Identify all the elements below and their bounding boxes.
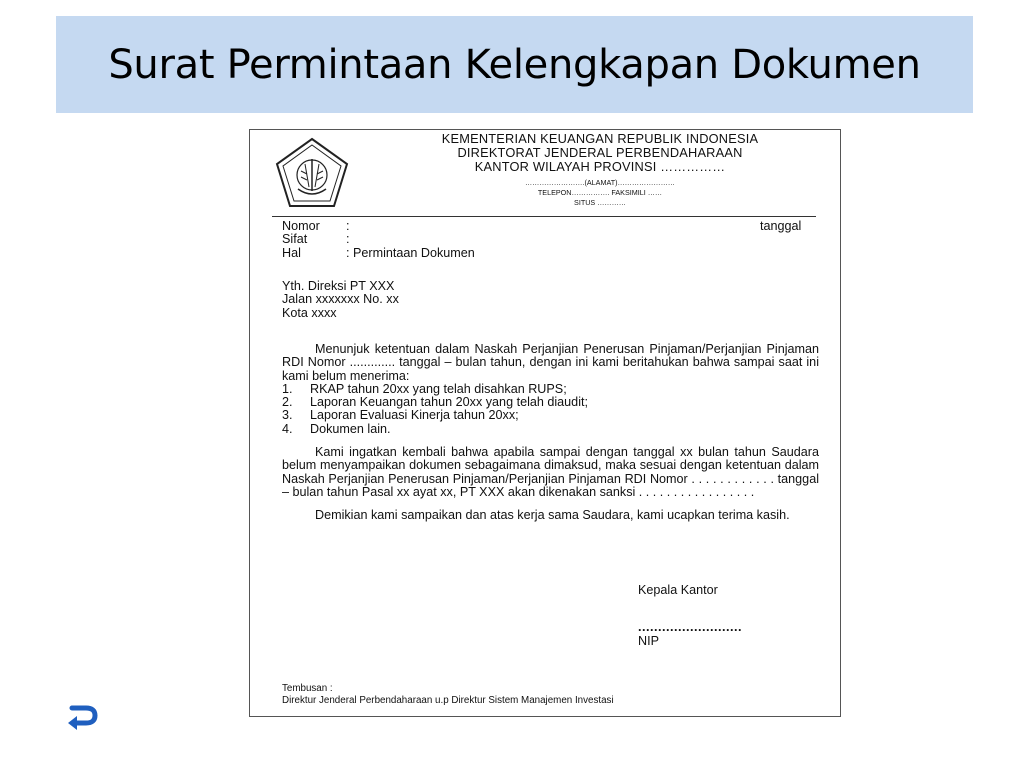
nomor-value: : [346,219,350,233]
date-label: tanggal [760,219,802,233]
letter-document [249,129,841,717]
slide-title-bar [56,16,973,113]
list-item-number: 4. [282,421,293,436]
list-item-number: 1. [282,381,293,396]
list-item-text: RKAP tahun 20xx yang telah disahkan RUPS; [310,381,567,396]
signature-title: Kepala Kantor [638,583,718,597]
recipient-block [282,280,399,320]
list-item-number: 3. [282,408,293,423]
signature-nip: NIP [638,633,659,648]
return-arrow-icon[interactable] [66,702,100,730]
slide-title: Surat Permintaan Kelengkapan Dokumen [108,41,921,88]
document-list [282,383,819,436]
letterhead-site: SITUS ………… [574,198,626,207]
list-item [282,396,819,409]
recipient-city: Kota xxxx [282,305,337,320]
list-item-text: Laporan Evaluasi Kinerja tahun 20xx; [310,408,519,423]
ministry-emblem-icon [274,137,350,209]
carbon-copy [282,683,614,707]
cc-recipient: Direktur Jenderal Perbendaharaan u.p Direktur Sistem Manajemen Investasi [282,695,614,706]
letterhead-directorate: DIREKTORAT JENDERAL PERBENDAHARAAN [457,145,743,160]
cc-label: Tembusan : [282,683,333,694]
list-item-text: Laporan Keuangan tahun 20xx yang telah diaudit; [310,395,588,410]
recipient-name: Yth. Direksi PT XXX [282,279,395,293]
hal-value: : Permintaan Dokumen [346,245,475,260]
list-item [282,423,819,436]
body-paragraph-1: Menunjuk ketentuan dalam Naskah Perjanjian Penerusan Pinjaman/Perjanjian Pinjaman RDI Nomor ............. tanggal – bulan tahun, dengan ini kami beritahukan bahwa sampai saat ini kami belum menerima: [282,342,819,383]
letterhead-ministry: KEMENTERIAN KEUANGAN REPUBLIK INDONESIA [441,131,759,146]
signature-block [638,584,742,648]
body-paragraph-3: Demikian kami sampaikan dan atas kerja sama Saudara, kami ucapkan terima kasih. [315,508,790,523]
nomor-label: Nomor [282,219,320,233]
signature-line: .......................... [638,620,742,635]
letter-meta [282,220,475,260]
list-item-number: 2. [282,395,293,410]
letterhead-phone: TELEPON……………. FAKSIMILI …… [537,188,663,197]
letterhead-address: …………………….(ALAMAT)…………………… [524,178,675,187]
letterhead-divider [272,216,816,217]
letterhead [370,132,830,208]
sifat-value: : [346,232,350,247]
body-paragraph-2: Kami ingatkan kembali bahwa apabila sampai dengan tanggal xx bulan tahun Saudara belum menyampaikan dokumen sebagaimana dimaksud, maka sesuai dengan ketentuan dalam Naskah Perjanjian Penerusan Pinjaman/Perjanjian Pinjaman RDI Nomor . . . . . . . . . . . . tanggal – bulan tahun Pasal xx ayat xx, PT XXX akan dikenakan sanksi . . . . . . . . . . . . . . . . . [282,445,819,499]
letterhead-office: KANTOR WILAYAH PROVINSI …………… [474,159,726,174]
list-item-text: Dokumen lain. [310,421,391,436]
hal-label: Hal [282,245,301,260]
list-item [282,409,819,422]
recipient-street: Jalan xxxxxxx No. xx [282,292,399,307]
list-item [282,383,819,396]
letter-body [282,343,819,523]
sifat-label: Sifat [282,232,308,247]
